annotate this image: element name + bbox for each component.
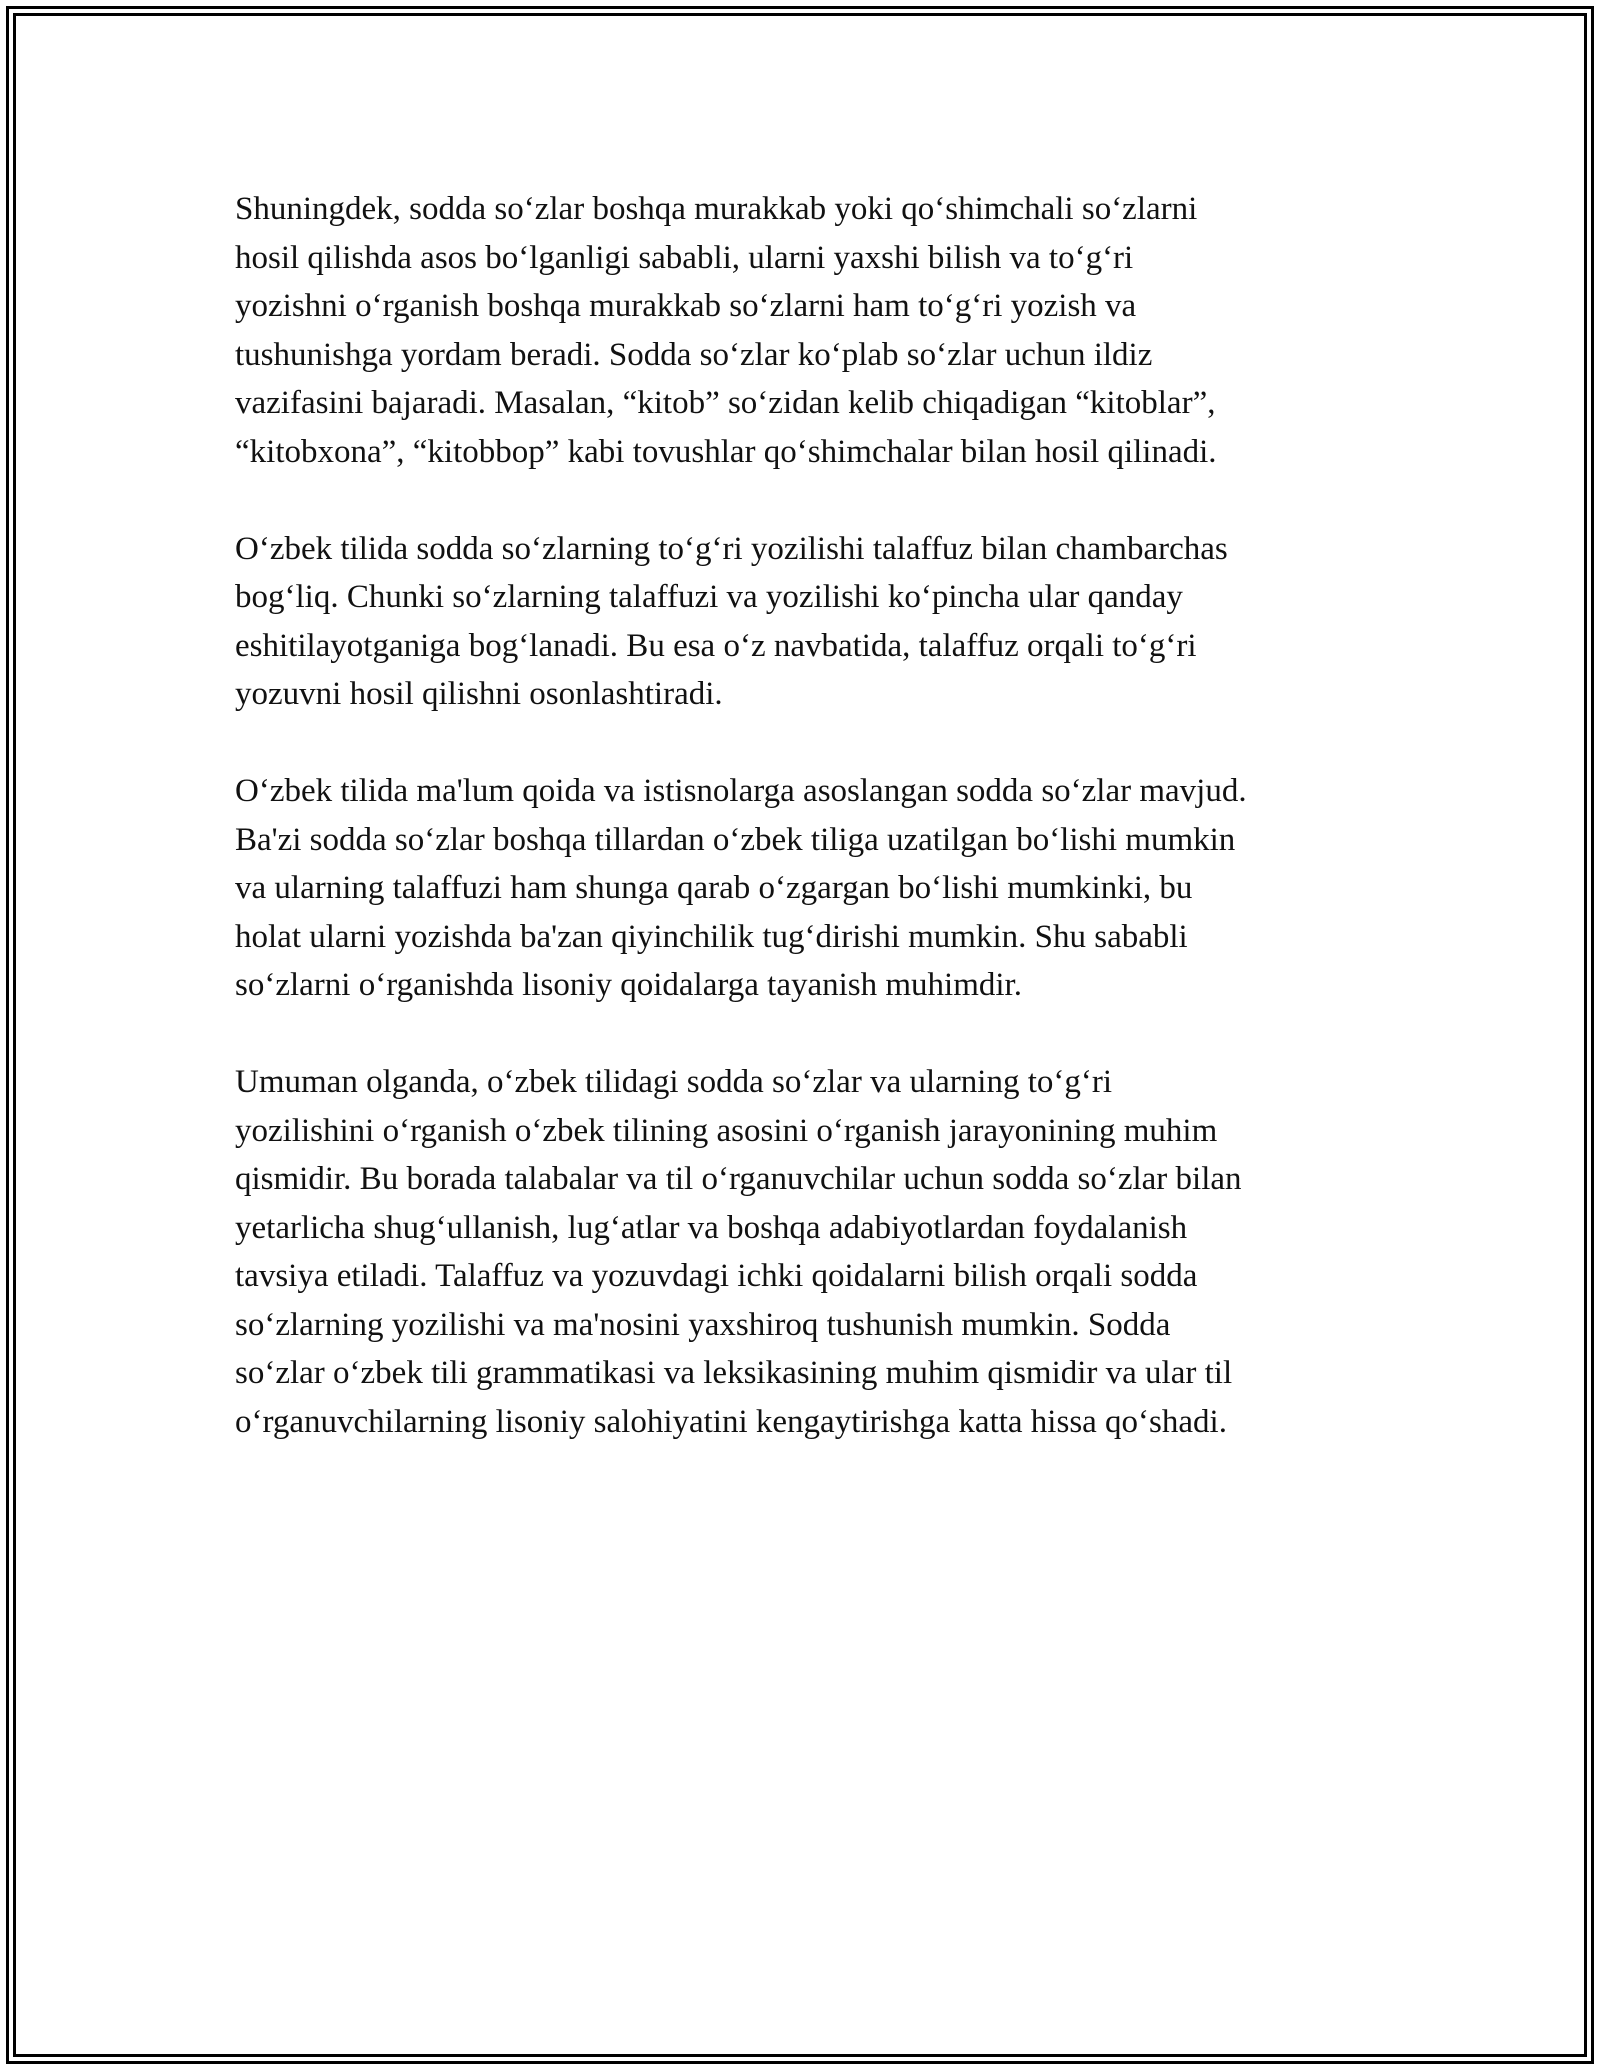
text-line: “kitobxona”, “kitobbop” kabi tovushlar qo‘shimchalar bilan hosil qilinadi.: [235, 433, 1217, 470]
text-line: so‘zlarni o‘rganishda lisoniy qoidalarga tayanish muhimdir.: [235, 967, 1022, 1003]
text-line: yozuvni hosil qilishni osonlashtiradi.: [235, 676, 723, 712]
text-line: yozilishini o‘rganish o‘zbek tilining asosini o‘rganish jarayonining muhim: [235, 1112, 1218, 1149]
text-line: Umuman olganda, o‘zbek tilidagi sodda so‘zlar va ularning to‘g‘ri: [235, 1064, 1112, 1100]
text-line: va ularning talaffuzi ham shunga qarab o‘zgargan bo‘lishi mumkinki, bu: [235, 870, 1193, 906]
paragraph-1: [235, 185, 1385, 476]
text-line: Shuningdek, sodda so‘zlar boshqa murakkab yoki qo‘shimchali so‘zlarni: [235, 191, 1198, 227]
text-line: O‘zbek tilida ma'lum qoida va istisnolarga asoslangan sodda so‘zlar mavjud.: [235, 773, 1247, 809]
paragraph-3: [235, 767, 1385, 1010]
paragraph-4: [235, 1058, 1385, 1446]
text-line: so‘zlar o‘zbek tili grammatikasi va leksikasining muhim qismidir va ular til: [235, 1355, 1233, 1391]
text-line: hosil qilishda asos bo‘lganligi sababli, ularni yaxshi bilish va to‘g‘ri: [235, 239, 1134, 276]
text-line: tavsiya etiladi. Talaffuz va yozuvdagi ichki qoidalarni bilish orqali sodda: [235, 1258, 1198, 1294]
text-line: qismidir. Bu borada talabalar va til o‘rganuvchilar uchun sodda so‘zlar bilan: [235, 1161, 1242, 1197]
text-line: yetarlicha shug‘ullanish, lug‘atlar va boshqa adabiyotlardan foydalanish: [235, 1209, 1188, 1246]
text-line: O‘zbek tilida sodda so‘zlarning to‘g‘ri yozilishi talaffuz bilan chambarchas: [235, 530, 1228, 567]
document-body: [235, 185, 1385, 1446]
text-line: tushunishga yordam beradi. Sodda so‘zlar ko‘plab so‘zlar uchun ildiz: [235, 336, 1153, 373]
text-line: o‘rganuvchilarning lisoniy salohiyatini kengaytirishga katta hissa qo‘shadi.: [235, 1403, 1227, 1440]
text-line: bog‘liq. Chunki so‘zlarning talaffuzi va yozilishi ko‘pincha ular qanday: [235, 579, 1183, 615]
paragraph-2: [235, 525, 1385, 719]
text-line: holat ularni yozishda ba'zan qiyinchilik tug‘dirishi mumkin. Shu sababli: [235, 918, 1188, 955]
text-line: eshitilayotganiga bog‘lanadi. Bu esa o‘z navbatida, talaffuz orqali to‘g‘ri: [235, 627, 1197, 664]
text-line: yozishni o‘rganish boshqa murakkab so‘zlarni ham to‘g‘ri yozish va: [235, 288, 1137, 324]
text-line: so‘zlarning yozilishi va ma'nosini yaxshiroq tushunish mumkin. Sodda: [235, 1306, 1171, 1343]
text-line: Ba'zi sodda so‘zlar boshqa tillardan o‘zbek tiliga uzatilgan bo‘lishi mumkin: [235, 821, 1236, 858]
text-line: vazifasini bajaradi. Masalan, “kitob” so‘zidan kelib chiqadigan “kitoblar”,: [235, 385, 1216, 421]
